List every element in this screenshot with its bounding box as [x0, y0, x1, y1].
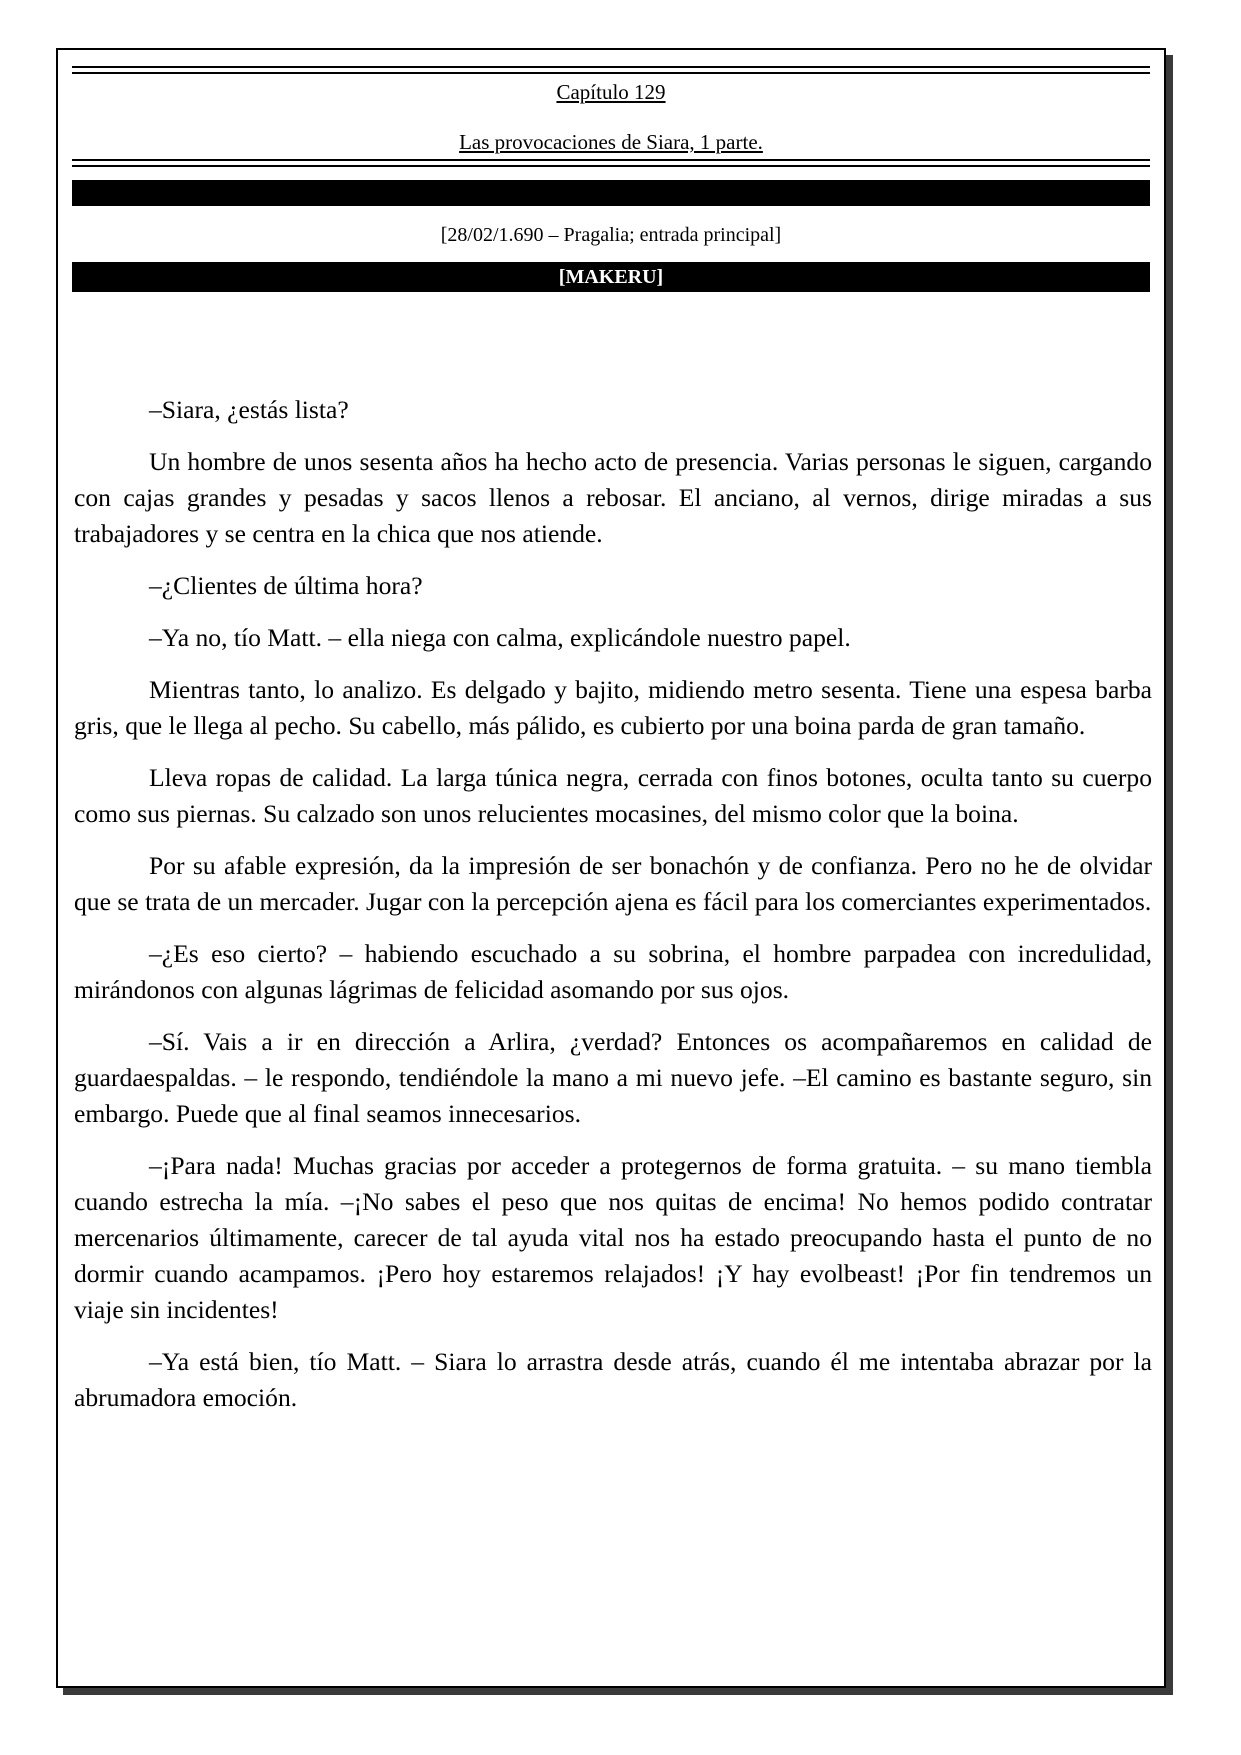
black-divider-bar [72, 180, 1150, 206]
paragraph: –¿Es eso cierto? – habiendo escuchado a su sobrina, el hombre parpadea con incredulidad, mirándonos con algunas lágrimas de felicidad asomando por sus ojos. [74, 939, 1152, 1004]
paragraph: –Ya está bien, tío Matt. – Siara lo arrastra desde atrás, cuando él me intentaba abrazar por la abrumadora emoción. [74, 1347, 1152, 1412]
paragraph: –Siara, ¿estás lista? [149, 395, 349, 424]
paragraph: –¿Clientes de última hora? [149, 571, 423, 600]
paragraph: –Sí. Vais a ir en dirección a Arlira, ¿verdad? Entonces os acompañaremos en calidad de guardaespaldas. – le respondo, tendiéndole la mano a mi nuevo jefe. –El camino es bastante seguro, sin embargo. Puede que al final seamos innecesarios. [74, 1027, 1152, 1128]
chapter-title: Capítulo 129 [556, 80, 666, 104]
story-body [74, 392, 1152, 1432]
paragraph: Lleva ropas de calidad. La larga túnica negra, cerrada con finos botones, oculta tanto su cuerpo como sus piernas. Su calzado son unos relucientes mocasines, del mismo color que la boina. [74, 763, 1152, 828]
chapter-subtitle: Las provocaciones de Siara, 1 parte. [459, 130, 763, 154]
paragraph: –¡Para nada! Muchas gracias por acceder a protegernos de forma gratuita. – su mano tiembla cuando estrecha la mía. –¡No sabes el peso que nos quitas de encima! No hemos podido contratar mercenarios últimamente, carecer de tal ayuda vital nos ha estado preocupando hasta el punto de no dormir cuando acampamos. ¡Pero hoy estaremos relajados! ¡Y hay evolbeast! ¡Por fin tendremos un viaje sin incidentes! [74, 1151, 1152, 1324]
mid-double-rule [72, 159, 1150, 167]
paragraph: Por su afable expresión, da la impresión de ser bonachón y de confianza. Pero no he de olvidar que se trata de un mercader. Jugar con la percepción ajena es fácil para los comerciantes experimentados. [74, 851, 1152, 916]
paragraph: Mientras tanto, lo analizo. Es delgado y bajito, midiendo metro sesenta. Tiene una espesa barba gris, que le llega al pecho. Su cabello, más pálido, es cubierto por una boina parda de gran tamaño. [74, 675, 1152, 740]
narrator-bar: [MAKERU] [72, 262, 1150, 292]
top-double-rule [72, 66, 1150, 74]
page-frame [56, 48, 1166, 1688]
scene-header: [28/02/1.690 – Pragalia; entrada principal] [440, 224, 782, 246]
paragraph: –Ya no, tío Matt. – ella niega con calma, explicándole nuestro papel. [149, 623, 851, 652]
paragraph: Un hombre de unos sesenta años ha hecho acto de presencia. Varias personas le siguen, cargando con cajas grandes y pesadas y sacos llenos a rebosar. El anciano, al vernos, dirige miradas a sus trabajadores y se centra en la chica que nos atiende. [74, 447, 1152, 548]
